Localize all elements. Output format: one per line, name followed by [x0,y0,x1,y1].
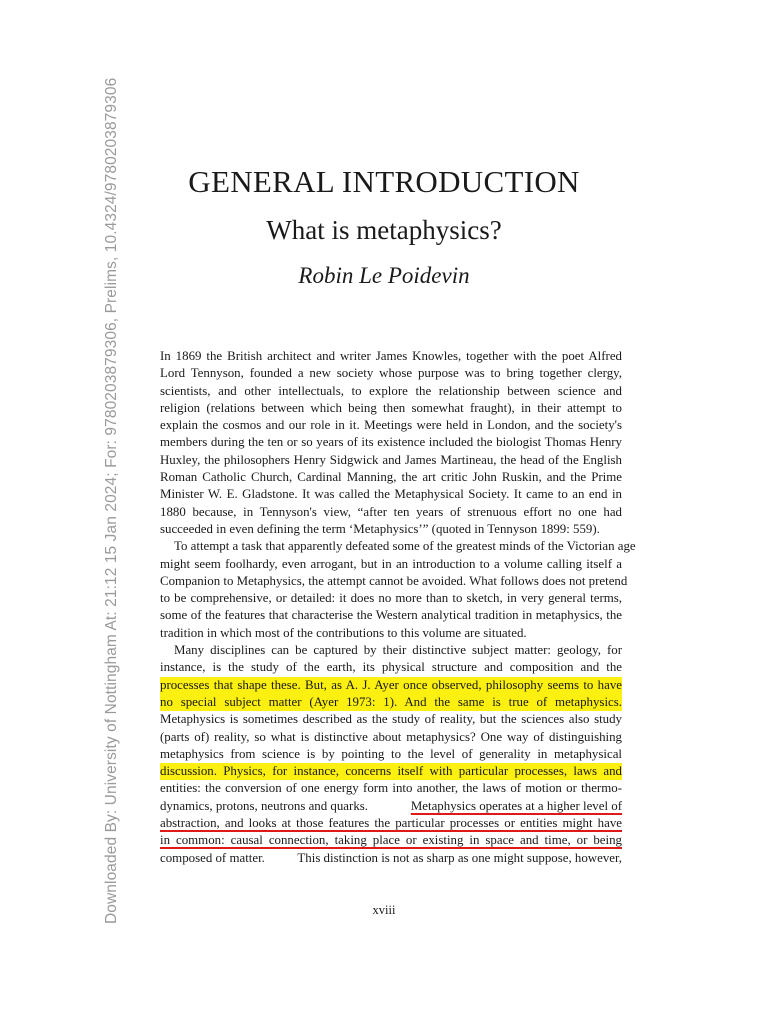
page-number: xviii [372,903,396,917]
underlined-text: Metaphysics operates at a higher level of [410,798,622,813]
text-line: Many disciplines can be captured by their distinctive subject matter: geology, for [174,643,622,658]
text-segment: This distinction is not as sharp as one might suppose, however, [297,850,622,865]
text-line: succeeded in even defining the term ‘Metaphysics’” (quoted in Tennyson 1899: 559). [160,521,600,536]
text-line: explain the cosmos and our role in it. Meetings were held in London, and the society's [160,418,622,433]
text-line: Metaphysics is sometimes described as the study of reality, but the sciences also study [160,712,622,727]
underlined-line: abstraction, and looks at those features the particular processes or entities might have [160,816,622,831]
text-line [160,850,622,867]
text-line: Roman Catholic Church, Cardinal Manning, the art critic John Ruskin, and the Prime [160,470,622,485]
text-line: to be comprehensive, or detailed: it does no more than to sketch, in very general terms, [160,591,622,606]
highlighted-line: discussion. Physics, for instance, concerns itself with particular processes, laws and [160,763,622,780]
text-segment: dynamics, protons, neutrons and quarks. [160,798,369,813]
text-line: religion (relations between which being then somewhat fraught), in their attempt to [160,400,622,415]
highlighted-line: no special subject matter (Ayer 1973: 1). And the same is true of metaphysics. [160,694,622,711]
text-line: members during the ten or so years of its existence included the biologist Thomas Henry [160,435,622,450]
text-line: Minister W. E. Gladstone. It was called the Metaphysical Society. It came to an end in [160,487,622,502]
text-line: (parts of) reality, so what is distinctive about metaphysics? One way of distinguishing [160,729,622,744]
text-line: Huxley, the philosophers Henry Sidgwick and James Martineau, the head of the English [160,452,622,467]
text-line [160,798,622,815]
text-line: might seem foolhardy, even arrogant, but in an introduction to a volume calling itself a [160,556,622,571]
text-line: some of the features that characterise the Western analytical tradition in metaphysics, the [160,608,622,623]
chapter-title: GENERAL INTRODUCTION [188,164,580,199]
download-watermark: Downloaded By: University of Nottingham At: 21:12 15 Jan 2024; For: 9780203879306, Prelims, 10.4324/9780203879306 [103,77,120,924]
body-text [160,348,636,867]
text-line: entities: the conversion of one energy form into another, the laws of motion or thermo- [160,781,622,796]
chapter-subtitle: What is metaphysics? [266,215,502,245]
text-line: Lord Tennyson, founded a new society whose purpose was to bring together clergy, [160,366,622,381]
text-line: metaphysics from science is by pointing to the level of generality in metaphysical [160,746,622,761]
text-segment: composed of matter. [160,850,265,865]
text-line: 1880 because, in Tennyson's view, “after ten years of strenuous effort no one had [160,504,622,519]
underlined-line: in common: causal connection, taking place or existing in space and time, or being [160,833,622,848]
text-line: In 1869 the British architect and writer James Knowles, together with the poet Alfred [160,349,622,363]
text-line: Companion to Metaphysics, the attempt cannot be avoided. What follows does not pretend [160,573,628,588]
text-line: scientists, and other intellectuals, to explore the relationship between science and [160,383,622,398]
text-line: To attempt a task that apparently defeated some of the greatest minds of the Victorian age [174,539,636,554]
text-line: tradition in which most of the contributions to this volume are situated. [160,625,527,640]
chapter-author: Robin Le Poidevin [298,263,470,288]
highlighted-line: processes that shape these. But, as A. J. Ayer once observed, philosophy seems to have [160,677,622,694]
text-line: instance, is the study of the earth, its physical structure and composition and the [160,660,622,675]
